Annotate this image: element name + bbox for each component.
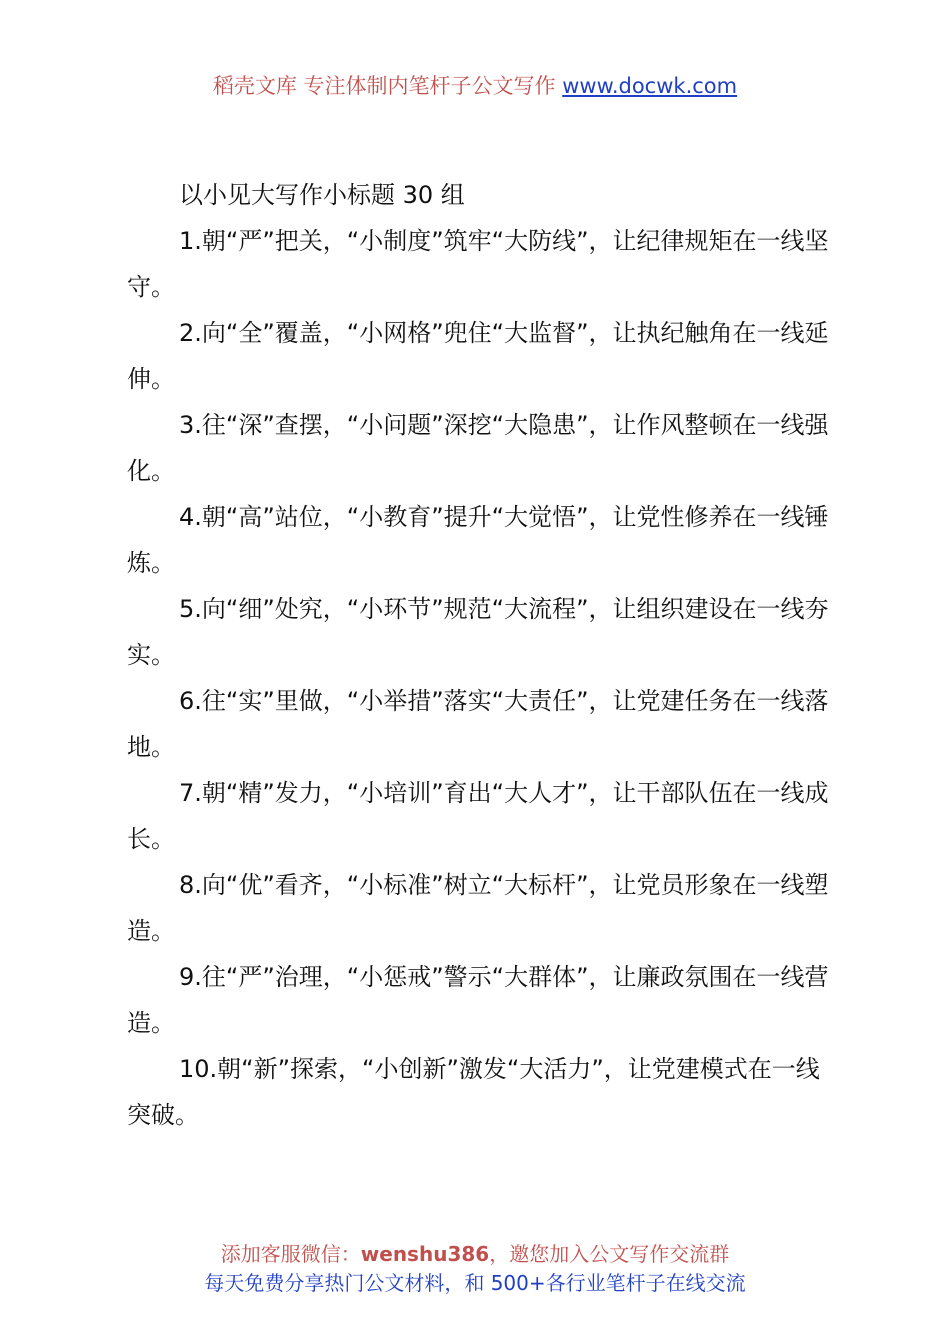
list-item: 6.往“实”里做，“小举措”落实“大责任”，让党建任务在一线落地。 [127,687,829,761]
list-item: 2.向“全”覆盖，“小网格”兜住“大监督”，让执纪触角在一线延伸。 [127,319,829,393]
page-header [0,70,950,100]
list-item: 1.朝“严”把关，“小制度”筑牢“大防线”，让纪律规矩在一线坚守。 [127,227,829,301]
footer-wechat-id: wenshu386 [360,1242,490,1266]
list-item: 9.往“严”治理，“小惩戒”警示“大群体”，让廉政氛围在一线营造。 [127,963,829,1037]
footer-wechat-suffix: ，邀您加入公文写作交流群 [489,1242,730,1266]
list-item: 10.朝“新”探索，“小创新”激发“大活力”，让党建模式在一线突破。 [127,1055,820,1129]
footer-line-wechat [0,1240,950,1269]
list-item: 4.朝“高”站位，“小教育”提升“大觉悟”，让党性修养在一线锤炼。 [127,503,829,577]
list-item: 3.往“深”查摆，“小问题”深挖“大隐患”，让作风整顿在一线强化。 [127,411,829,485]
document-title: 以小见大写作小标题 30 组 [179,181,465,209]
footer-wechat-prefix: 添加客服微信： [220,1242,361,1266]
list-item: 7.朝“精”发力，“小培训”育出“大人才”，让干部队伍在一线成长。 [127,779,829,853]
document-body [127,172,833,1138]
list-item: 5.向“细”处究，“小环节”规范“大流程”，让组织建设在一线夯实。 [127,595,829,669]
footer-line-share: 每天免费分享热门公文材料，和 500+各行业笔杆子在线交流 [204,1271,746,1295]
header-text: 稻壳文库 专注体制内笔杆子公文写作 [212,74,563,98]
header-link[interactable]: www.docwk.com [562,74,738,98]
page-footer [0,1240,950,1298]
list-item: 8.向“优”看齐，“小标准”树立“大标杆”，让党员形象在一线塑造。 [127,871,829,945]
